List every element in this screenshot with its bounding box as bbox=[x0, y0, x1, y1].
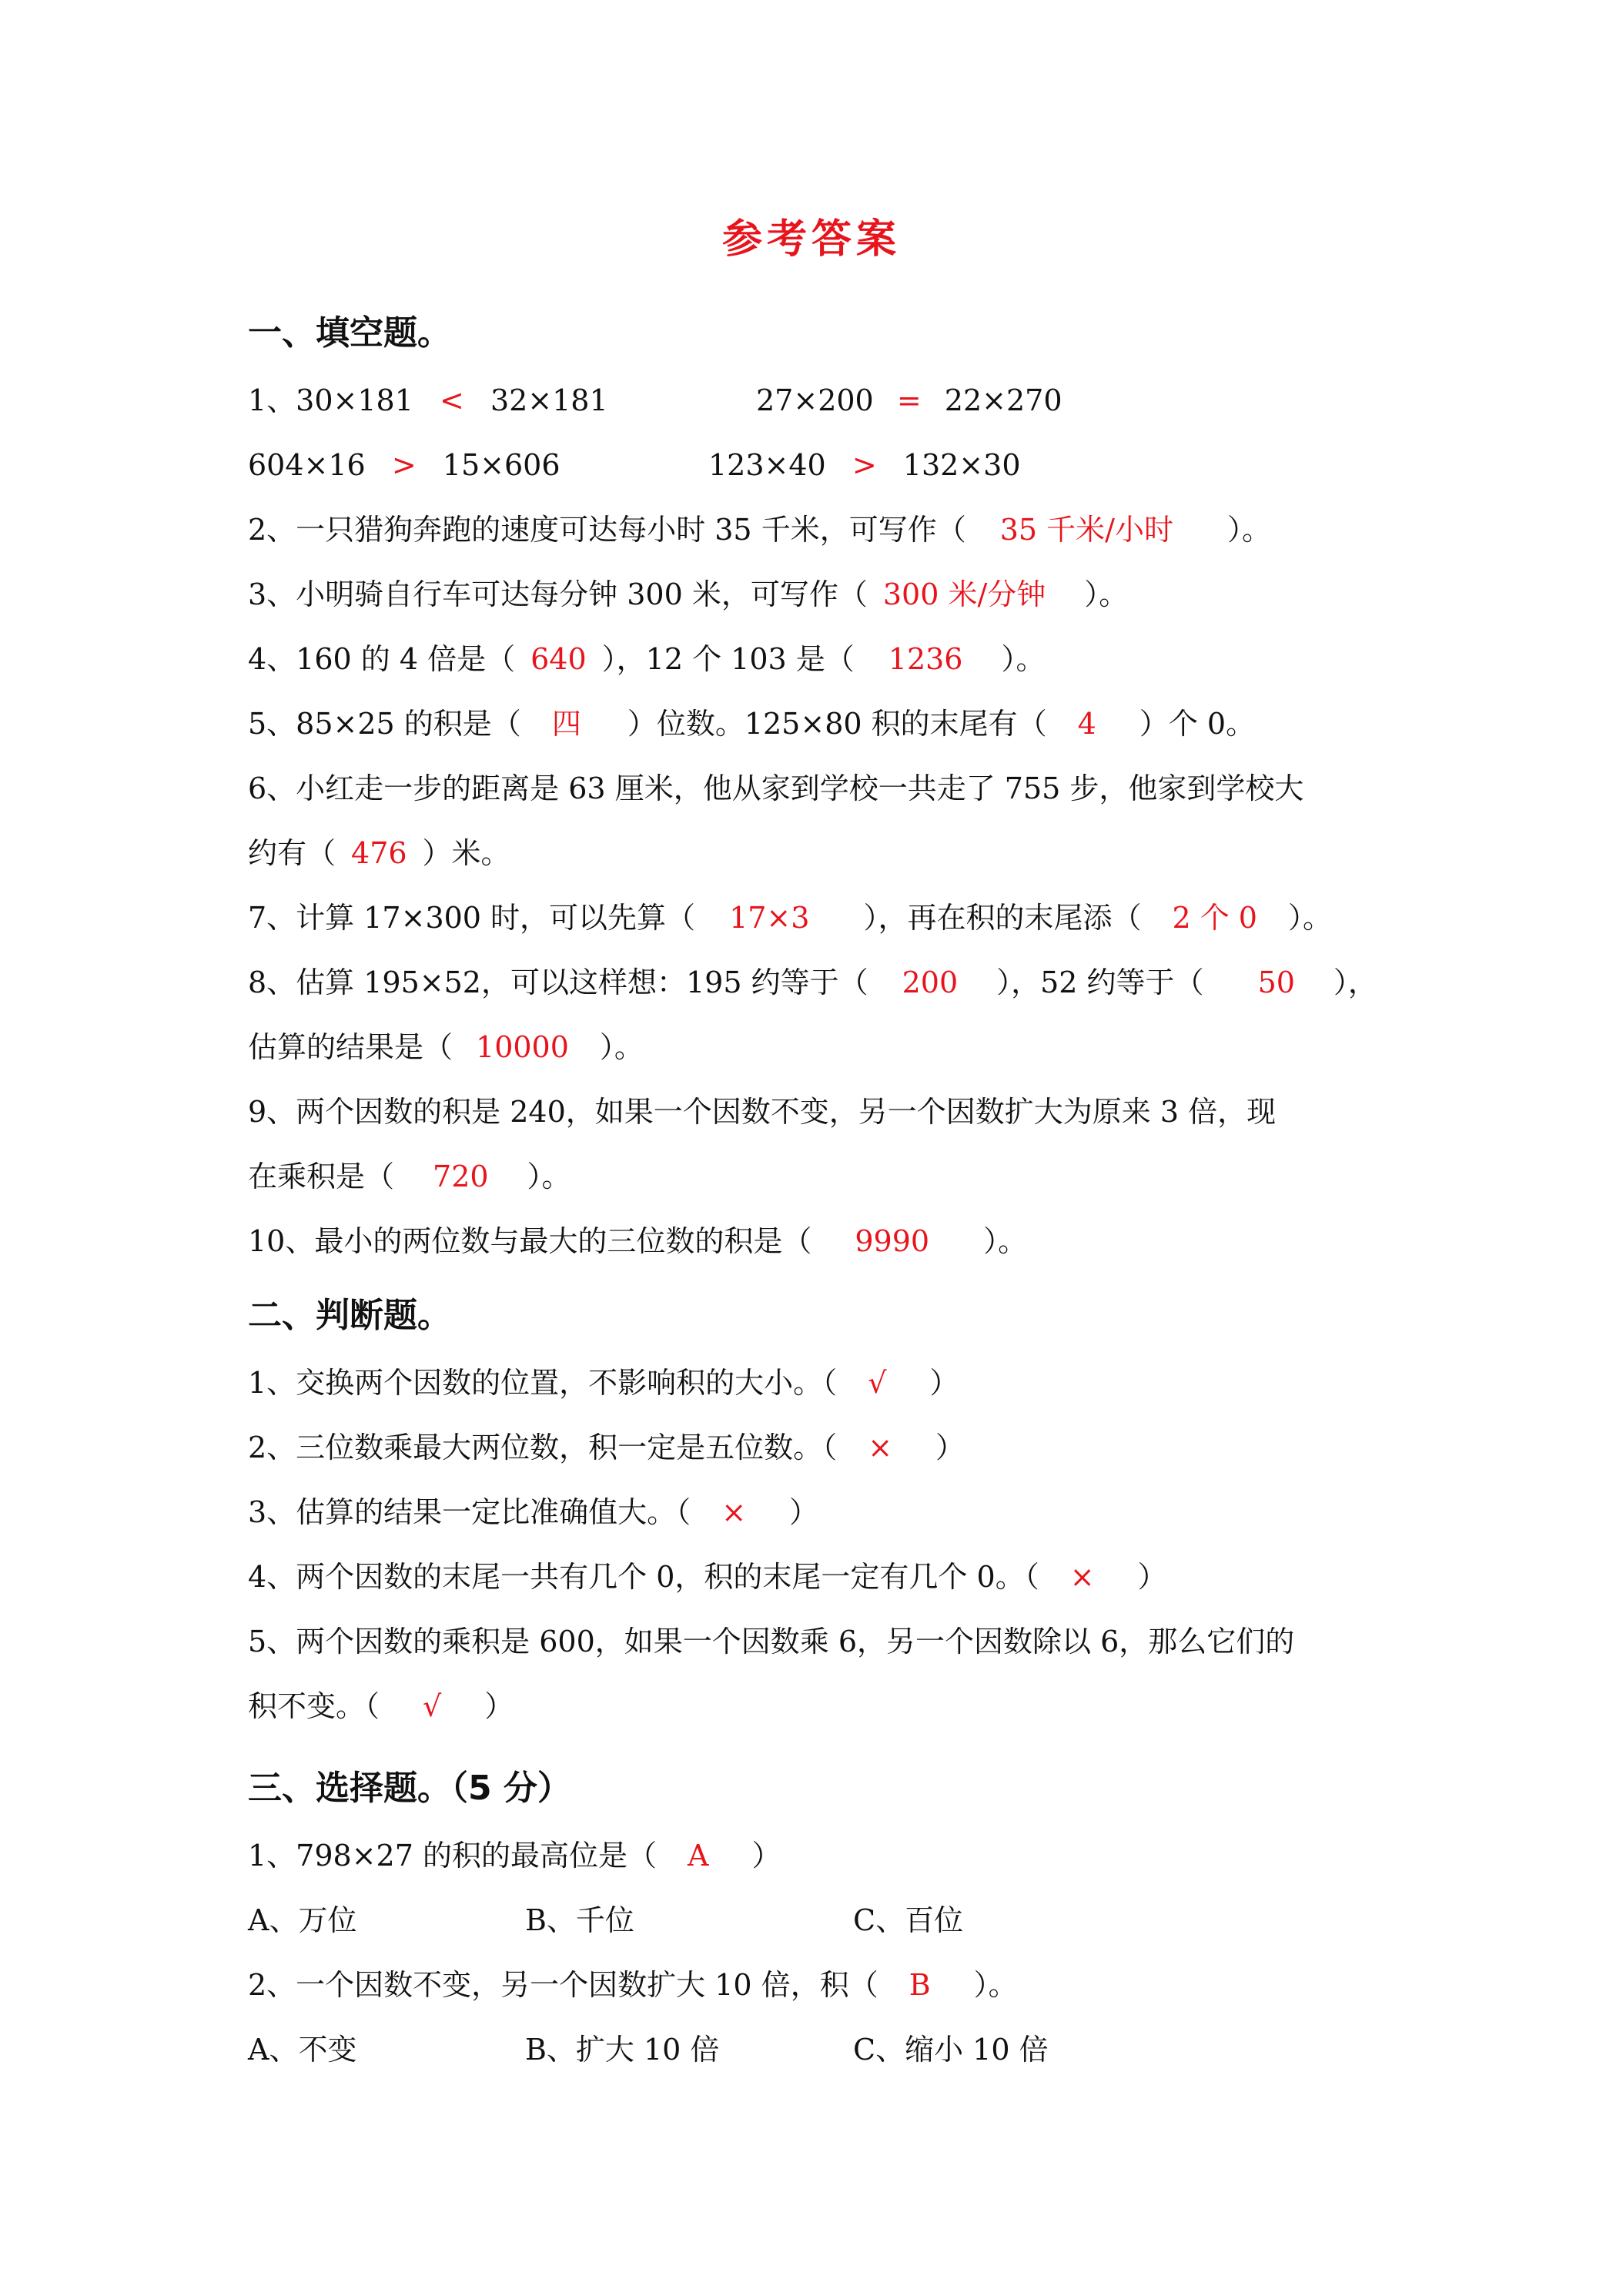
question-text: ）。 bbox=[1001, 642, 1046, 676]
compare-answer: > bbox=[391, 448, 417, 482]
question-6-line-2 bbox=[248, 835, 510, 872]
judge-question-4 bbox=[248, 1558, 1167, 1595]
question-text: 2、一个因数不变，另一个因数扩大 10 倍，积（ bbox=[248, 1968, 878, 2002]
answer-text: 2 个 0 bbox=[1172, 901, 1257, 935]
answer-text: 9990 bbox=[855, 1224, 930, 1258]
question-text: ） bbox=[935, 1431, 965, 1464]
answer-text: 476 bbox=[351, 836, 407, 870]
choice-1-option-a: A、万位 bbox=[248, 1903, 357, 1937]
section-heading-true-false: 二、判断题。 bbox=[248, 1296, 451, 1335]
question-text: 2、一只猎狗奔跑的速度可达每小时 35 千米，可写作（ bbox=[248, 513, 966, 547]
judge-question-5-line-1: 5、两个因数的乘积是 600，如果一个因数乘 6，另一个因数除以 6，那么它们的 bbox=[248, 1625, 1295, 1658]
question-text: ）个 0。 bbox=[1139, 707, 1256, 741]
answer-letter: A bbox=[687, 1839, 709, 1873]
choice-question-1 bbox=[248, 1837, 781, 1874]
question-text: ）。 bbox=[599, 1030, 644, 1064]
question-text: 5、85×25 的积是（ bbox=[248, 707, 521, 741]
question-5 bbox=[248, 705, 1255, 742]
question-text: 4、两个因数的末尾一共有几个 0，积的末尾一定有几个 0。（ bbox=[248, 1560, 1039, 1594]
compare-answer: = bbox=[896, 383, 922, 417]
question-8-line-1 bbox=[248, 964, 1377, 1001]
question-text: ）， bbox=[1333, 966, 1377, 999]
compare-right: 132×30 bbox=[902, 448, 1021, 482]
answer-text: 200 bbox=[902, 966, 959, 999]
compare-answer: > bbox=[852, 448, 877, 482]
question-9-line-1: 9、两个因数的积是 240，如果一个因数不变，另一个因数扩大为原来 3 倍，现 bbox=[248, 1095, 1277, 1129]
question-8-line-2 bbox=[248, 1029, 644, 1066]
judge-question-1 bbox=[248, 1364, 959, 1401]
compare-right: 15×606 bbox=[442, 448, 561, 482]
choice-question-2 bbox=[248, 1966, 1018, 2003]
question-text: 8、估算 195×52，可以这样想：195 约等于（ bbox=[248, 966, 868, 999]
question-text: 7、计算 17×300 时，可以先算（ bbox=[248, 901, 696, 935]
section-heading-fill-blank: 一、填空题。 bbox=[248, 313, 451, 353]
question-text: ） bbox=[789, 1495, 819, 1529]
judge-question-2 bbox=[248, 1429, 965, 1466]
question-text: 4、160 的 4 倍是（ bbox=[248, 642, 516, 676]
answer-mark: × bbox=[721, 1495, 747, 1529]
q1-compare-d bbox=[708, 447, 1021, 484]
choice-1-option-b: B、千位 bbox=[525, 1903, 634, 1937]
page-title: 参考答案 bbox=[721, 216, 901, 263]
question-text: ）。 bbox=[1226, 513, 1271, 547]
q1-compare-c bbox=[248, 447, 561, 484]
answer-text: 17×3 bbox=[729, 901, 810, 935]
question-text: 1、交换两个因数的位置，不影响积的大小。（ bbox=[248, 1366, 838, 1400]
compare-left: 1、30×181 bbox=[248, 383, 413, 417]
answer-text: 300 米/分钟 bbox=[882, 577, 1046, 611]
answer-text: 640 bbox=[530, 642, 587, 676]
question-text: ） bbox=[929, 1366, 959, 1400]
question-7 bbox=[248, 899, 1332, 936]
question-text: ） bbox=[1137, 1560, 1167, 1594]
answer-text: 四 bbox=[551, 707, 581, 741]
question-text: ），12 个 103 是（ bbox=[601, 642, 855, 676]
choice-2-option-a: A、不变 bbox=[248, 2033, 357, 2067]
section-heading-multiple-choice: 三、选择题。（5 分） bbox=[248, 1769, 571, 1808]
question-text: ）。 bbox=[1287, 901, 1332, 935]
question-text: 3、小明骑自行车可达每分钟 300 米，可写作（ bbox=[248, 577, 868, 611]
answer-text: 10000 bbox=[476, 1030, 569, 1064]
question-text: ），52 约等于（ bbox=[996, 966, 1204, 999]
question-6-line-1: 6、小红走一步的距离是 63 厘米，他从家到学校一共走了 755 步，他家到学校大 bbox=[248, 771, 1304, 805]
answer-mark: × bbox=[1069, 1560, 1095, 1594]
answer-text: 720 bbox=[433, 1160, 489, 1193]
question-text: 估算的结果是（ bbox=[248, 1030, 453, 1064]
compare-right: 22×270 bbox=[944, 383, 1062, 417]
question-text: 10、最小的两位数与最大的三位数的积是（ bbox=[248, 1224, 812, 1258]
question-2 bbox=[248, 511, 1271, 548]
answer-mark: √ bbox=[423, 1689, 442, 1723]
judge-question-3 bbox=[248, 1494, 818, 1531]
choice-2-option-c: C、缩小 10 倍 bbox=[853, 2033, 1049, 2067]
question-text: ） bbox=[751, 1839, 781, 1873]
compare-left: 27×200 bbox=[756, 383, 874, 417]
compare-right: 32×181 bbox=[490, 383, 608, 417]
question-text: 1、798×27 的积的最高位是（ bbox=[248, 1839, 657, 1873]
judge-question-5-line-2 bbox=[248, 1688, 514, 1725]
q1-compare-a bbox=[248, 382, 608, 419]
answer-letter: B bbox=[909, 1968, 931, 2002]
question-text: ）。 bbox=[973, 1968, 1018, 2002]
question-text: 3、估算的结果一定比准确值大。（ bbox=[248, 1495, 691, 1529]
question-text: ）。 bbox=[527, 1160, 571, 1193]
question-text: ），再在积的末尾添（ bbox=[863, 901, 1142, 935]
question-text: 在乘积是（ bbox=[248, 1160, 395, 1193]
choice-1-option-c: C、百位 bbox=[853, 1903, 964, 1937]
question-10 bbox=[248, 1223, 1027, 1260]
answer-mark: √ bbox=[868, 1366, 887, 1400]
answer-text: 50 bbox=[1257, 966, 1295, 999]
question-text: ）。 bbox=[983, 1224, 1028, 1258]
answer-text: 4 bbox=[1077, 707, 1096, 741]
compare-left: 604×16 bbox=[248, 448, 366, 482]
question-text: ）。 bbox=[1084, 577, 1129, 611]
question-text: ）位数。125×80 积的末尾有（ bbox=[627, 707, 1047, 741]
question-text: 积不变。（ bbox=[248, 1689, 380, 1723]
question-text: 2、三位数乘最大两位数，积一定是五位数。（ bbox=[248, 1431, 838, 1464]
choice-2-option-b: B、扩大 10 倍 bbox=[525, 2033, 720, 2067]
compare-left: 123×40 bbox=[708, 448, 826, 482]
question-text: 约有（ bbox=[248, 836, 336, 870]
compare-answer: < bbox=[440, 383, 464, 417]
question-text: ） bbox=[484, 1689, 514, 1723]
question-4 bbox=[248, 641, 1046, 678]
answer-mark: × bbox=[868, 1431, 893, 1464]
question-text: ）米。 bbox=[422, 836, 510, 870]
answer-text: 1236 bbox=[888, 642, 963, 676]
answer-text: 35 千米/小时 bbox=[999, 513, 1173, 547]
question-9-line-2 bbox=[248, 1158, 571, 1195]
q1-compare-b bbox=[756, 382, 1062, 419]
question-3 bbox=[248, 576, 1128, 613]
